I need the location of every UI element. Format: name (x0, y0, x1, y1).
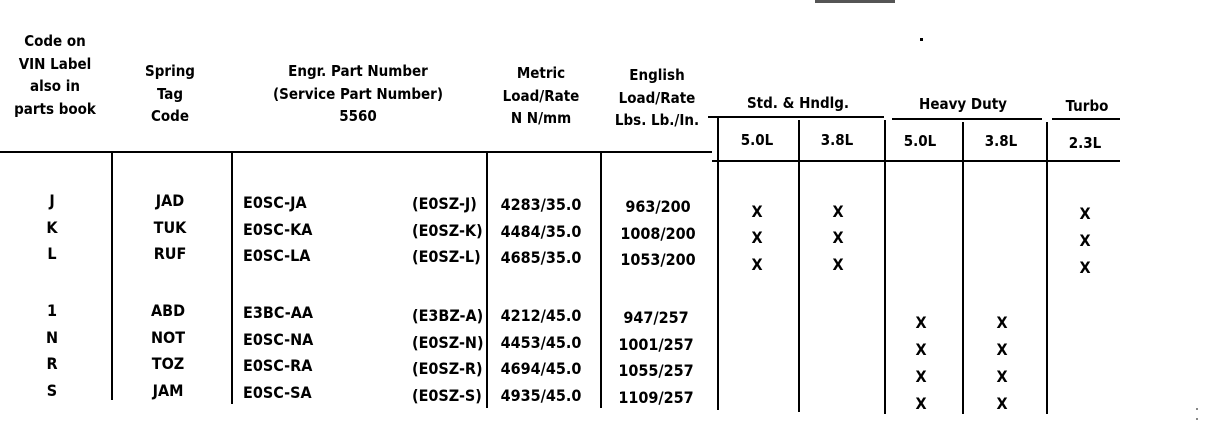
table-cell-spring: TOZ (151, 354, 185, 373)
table-cell-service: (E0SZ-N) (412, 332, 484, 352)
check-hd-3-8l: X (996, 394, 1008, 413)
table-cell-code: L (47, 244, 57, 263)
col-divider-8 (962, 122, 964, 414)
table-cell-code: 1 (46, 301, 58, 320)
check-hd-5-0l: X (915, 340, 927, 359)
metric-column-group2 (501, 303, 582, 409)
engr-column-group2 (243, 300, 313, 406)
col-divider-6 (798, 120, 800, 412)
service-column-group2 (412, 303, 484, 409)
group-underline-heavy (892, 118, 1042, 120)
check-std-5-0l: X (751, 228, 763, 247)
subheader-hd-5-0l: 5.0L (903, 132, 937, 150)
header-code: Code on VIN Label also in parts book (14, 32, 96, 118)
group-underline-turbo (1052, 118, 1120, 120)
table-cell-spring: RUF (153, 244, 187, 263)
check-turbo-2-3l: X (1079, 231, 1091, 250)
col-divider-4 (600, 152, 602, 408)
scan-speck (1196, 418, 1198, 420)
table-cell-spring: JAM (152, 380, 184, 400)
check-hd-5-0l: X (915, 394, 927, 413)
check-hd-5-0l: X (915, 367, 927, 386)
table-cell-engr: E0SC-RA (243, 356, 313, 375)
subheader-turbo-2-3l: 2.3L (1068, 134, 1102, 152)
col-divider-3 (486, 152, 488, 408)
group-turbo: Turbo (1065, 97, 1109, 115)
check-std-5-0l: X (751, 202, 763, 221)
table-cell-metric: 4283/35.0 (500, 195, 582, 214)
english-column-group2 (618, 305, 693, 411)
group-heavy-duty: Heavy Duty (919, 95, 1007, 113)
header-english: English Load/Rate Lbs. Lb./In. (614, 66, 700, 129)
scan-mark-top (815, 0, 895, 3)
table-cell-service: (E0SZ-K) (412, 220, 483, 240)
table-cell-engr: E0SC-KA (243, 219, 313, 239)
table-cell-service: (E0SZ-S) (412, 385, 482, 405)
check-hd-5-0l: X (915, 313, 927, 332)
col-divider-5 (717, 118, 719, 410)
check-std-3-8l: X (832, 202, 844, 221)
table-cell-spring: NOT (150, 327, 186, 347)
table-cell-metric: 4453/45.0 (500, 332, 582, 352)
engr-column-group1 (243, 190, 312, 270)
table-cell-service: (E3BZ-A) (412, 306, 484, 325)
check-std-3-8l: X (832, 228, 844, 247)
table-cell-service: (E0SZ-R) (412, 359, 483, 378)
code-column-group2 (46, 298, 58, 404)
col-divider-2 (231, 152, 233, 404)
table-cell-code: S (46, 380, 58, 400)
header-rule-right (712, 160, 1120, 162)
table-cell-english: 1008/200 (620, 223, 696, 243)
table-cell-spring: ABD (150, 301, 186, 320)
check-hd-3-8l: X (996, 340, 1008, 359)
header-rule-left (0, 151, 712, 153)
table-cell-code: N (45, 327, 59, 347)
col-divider-9 (1046, 122, 1048, 414)
check-std-5-0l: X (751, 255, 763, 274)
group-std-hndlg: Std. & Hndlg. (746, 94, 850, 112)
scan-dot (920, 38, 923, 41)
subheader-std-5-0l: 5.0L (740, 131, 774, 149)
table-cell-code: J (49, 191, 55, 210)
table-cell-metric: 4212/45.0 (500, 306, 582, 325)
check-turbo-2-3l: X (1079, 204, 1091, 223)
check-hd-3-8l: X (996, 367, 1008, 386)
table-cell-english: 1001/257 (618, 334, 694, 354)
table-cell-service: (E0SZ-J) (412, 194, 477, 213)
check-hd-3-8l: X (996, 313, 1008, 332)
table-cell-english: 963/200 (625, 197, 691, 216)
subheader-std-3-8l: 3.8L (820, 131, 854, 149)
metric-column-group1 (501, 192, 582, 272)
group-underline-std (708, 116, 884, 118)
table-cell-english: 1055/257 (618, 361, 694, 380)
col-divider-1 (111, 152, 113, 400)
table-cell-engr: E3BC-AA (243, 303, 314, 322)
table-cell-metric: 4694/45.0 (500, 359, 582, 378)
table-cell-code: K (46, 217, 58, 237)
table-cell-engr: E0SC-JA (243, 193, 307, 212)
scan-speck (1196, 408, 1198, 410)
table-cell-english: 1053/200 (620, 250, 696, 269)
subheader-hd-3-8l: 3.8L (984, 132, 1018, 150)
table-cell-spring: TUK (153, 217, 187, 237)
table-cell-engr: E0SC-NA (243, 329, 314, 349)
table-cell-english: 947/257 (623, 308, 689, 327)
table-cell-spring: JAD (155, 191, 185, 210)
check-turbo-2-3l: X (1079, 258, 1091, 277)
table-cell-english: 1109/257 (618, 387, 694, 407)
spring-column-group2 (151, 298, 185, 404)
table-cell-engr: E0SC-LA (243, 246, 311, 265)
code-column-group1 (46, 188, 57, 268)
table-cell-service: (E0SZ-L) (412, 247, 481, 266)
table-cell-metric: 4685/35.0 (500, 248, 582, 267)
table-cell-code: R (46, 354, 58, 373)
col-divider-7 (884, 120, 886, 414)
check-std-3-8l: X (832, 255, 844, 274)
table-cell-metric: 4484/35.0 (500, 221, 582, 241)
header-engr-part-number: Engr. Part Number (Service Part Number) 5560 (273, 62, 443, 125)
table-cell-engr: E0SC-SA (243, 382, 312, 402)
spring-column-group1 (154, 188, 187, 268)
service-column-group1 (412, 191, 483, 271)
table-cell-metric: 4935/45.0 (500, 385, 582, 405)
header-spring-tag: Spring Tag Code (145, 62, 195, 125)
header-metric: Metric Load/Rate N N/mm (502, 64, 580, 127)
english-column-group1 (620, 194, 695, 274)
